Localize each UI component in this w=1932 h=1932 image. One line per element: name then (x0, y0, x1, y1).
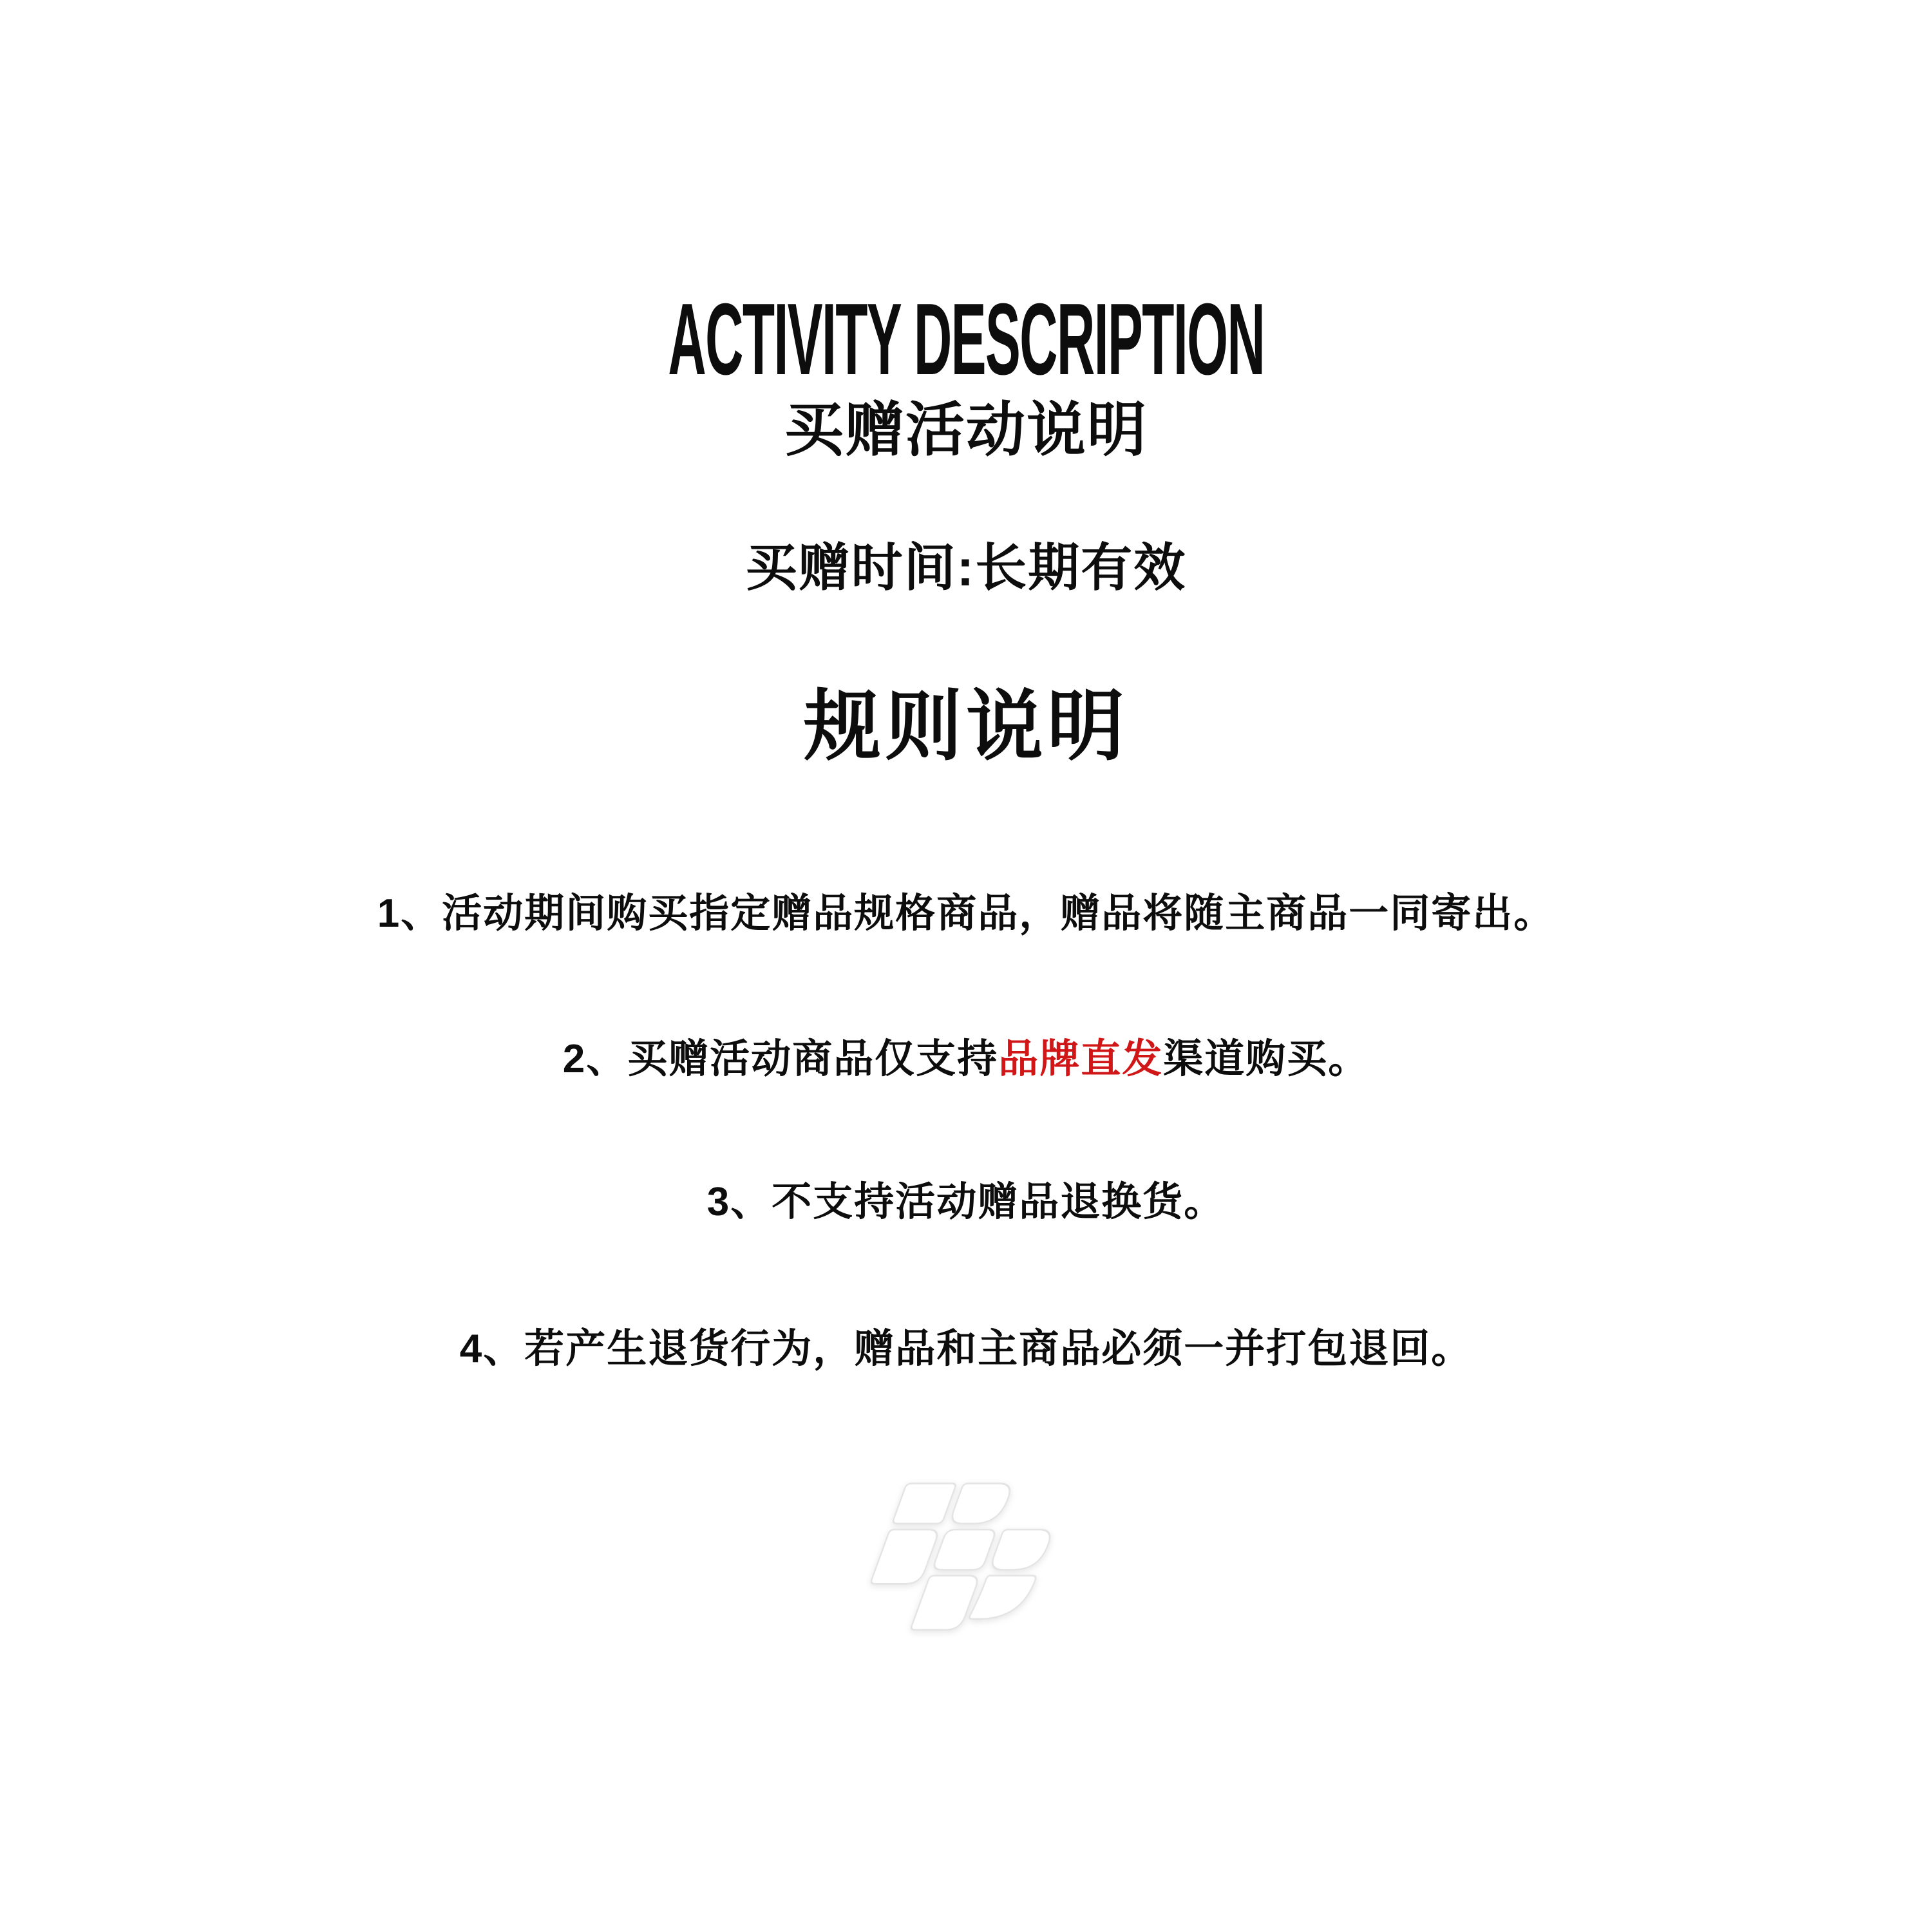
promo-time-line: 买赠时间:长期有效 (745, 539, 1187, 596)
rule-highlight: 品牌直发 (998, 1037, 1164, 1081)
rule-2-prefix: 2、买赠活动商品仅支持 (562, 1037, 999, 1081)
rule-item-3: 3、不支持活动赠品退换货。 (706, 1180, 1226, 1224)
rule-item-2 (0, 1039, 1932, 1079)
rules-heading: 规则说明 (804, 683, 1128, 770)
page-subtitle: 买赠活动说明 (784, 397, 1148, 463)
rule-2-suffix: 渠道购买。 (1163, 1037, 1370, 1081)
page-title (0, 283, 1932, 396)
brand-watermark (851, 1481, 1074, 1633)
double-p-logo-watermark-icon (851, 1481, 1074, 1633)
rule-item-4: 4、若产生退货行为，赠品和主商品必须一并打包退回。 (459, 1327, 1473, 1371)
rule-item-1: 1、活动期间购买指定赠品规格商品，赠品将随主商品一同寄出。 (377, 891, 1555, 936)
page-title-text: ACTIVITY DESCRIPTION (668, 283, 1264, 396)
